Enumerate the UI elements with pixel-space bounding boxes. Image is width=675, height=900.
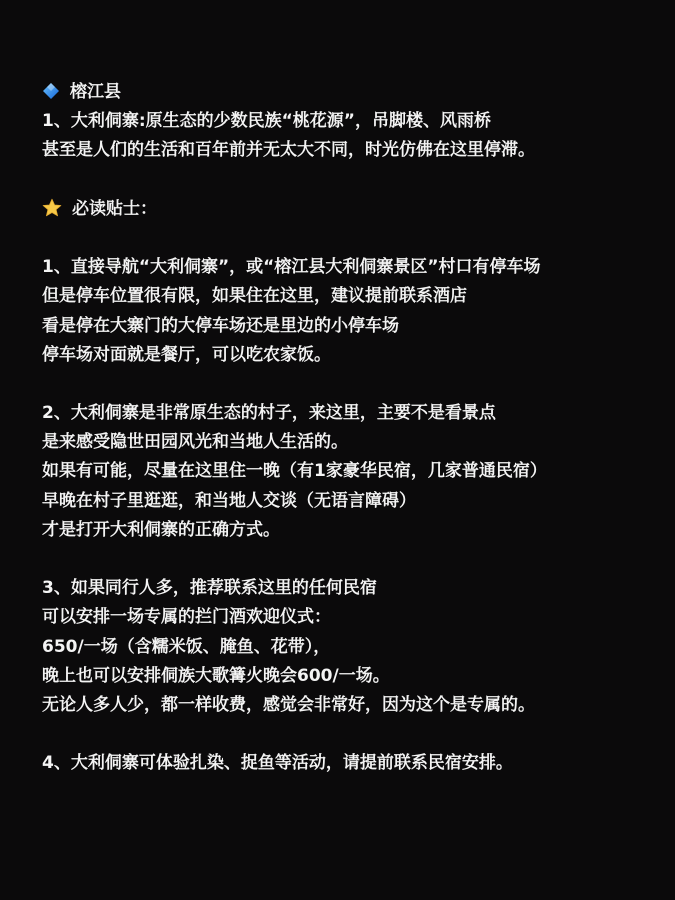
spacer [42,370,642,399]
star-icon [42,198,62,218]
spacer [42,166,642,195]
tip-line: 看是停在大寨门的大停车场还是里边的小停车场 [42,315,399,336]
tip-line: 停车场对面就是餐厅，可以吃农家饭。 [42,344,331,365]
spacer [42,224,642,253]
tip-line: 是来感受隐世田园风光和当地人生活的。 [42,432,348,453]
tip-line: 1、直接导航“大利侗寨”，或“榕江县大利侗寨景区”村口有停车场 [42,257,541,278]
location-title: 榕江县 [70,82,121,102]
document-body [42,78,642,779]
location-heading [42,78,642,107]
tip-line: 4、大利侗寨可体验扎染、捉鱼等活动，请提前联系民宿安排。 [42,753,513,774]
tip-line: 650/一场（含糯米饭、腌鱼、花带）， [42,636,331,657]
tip-block-3 [42,574,642,720]
tip-line: 如果有可能，尽量在这里住一晚（有1家豪华民宿，几家普通民宿） [42,461,547,482]
spacer [42,545,642,574]
tip-block-4 [42,749,642,778]
intro-line: 甚至是人们的生活和百年前并无太大不同，时光仿佛在这里停滞。 [42,140,535,161]
tip-block-2 [42,399,642,545]
tip-line: 3、如果同行人多，推荐联系这里的任何民宿 [42,578,377,599]
tip-line: 可以安排一场专属的拦门酒欢迎仪式： [42,607,331,628]
tips-heading [42,195,642,224]
tip-line: 无论人多人少，都一样收费，感觉会非常好，因为这个是专属的。 [42,694,535,715]
tip-line: 早晚在村子里逛逛，和当地人交谈（无语言障碍） [42,490,416,511]
tips-heading-text: 必读贴士： [72,198,157,219]
small-blue-diamond-icon [42,82,60,100]
spacer [42,720,642,749]
tip-line: 但是停车位置很有限，如果住在这里，建议提前联系酒店 [42,286,467,307]
intro-line: 1、大利侗寨:原生态的少数民族“桃花源”，吊脚楼、风雨桥 [42,111,491,132]
tip-line: 晚上也可以安排侗族大歌篝火晚会600/一场。 [42,665,390,686]
tip-line: 2、大利侗寨是非常原生态的村子，来这里，主要不是看景点 [42,403,496,424]
tip-line: 才是打开大利侗寨的正确方式。 [42,519,280,540]
tip-block-1 [42,253,642,370]
